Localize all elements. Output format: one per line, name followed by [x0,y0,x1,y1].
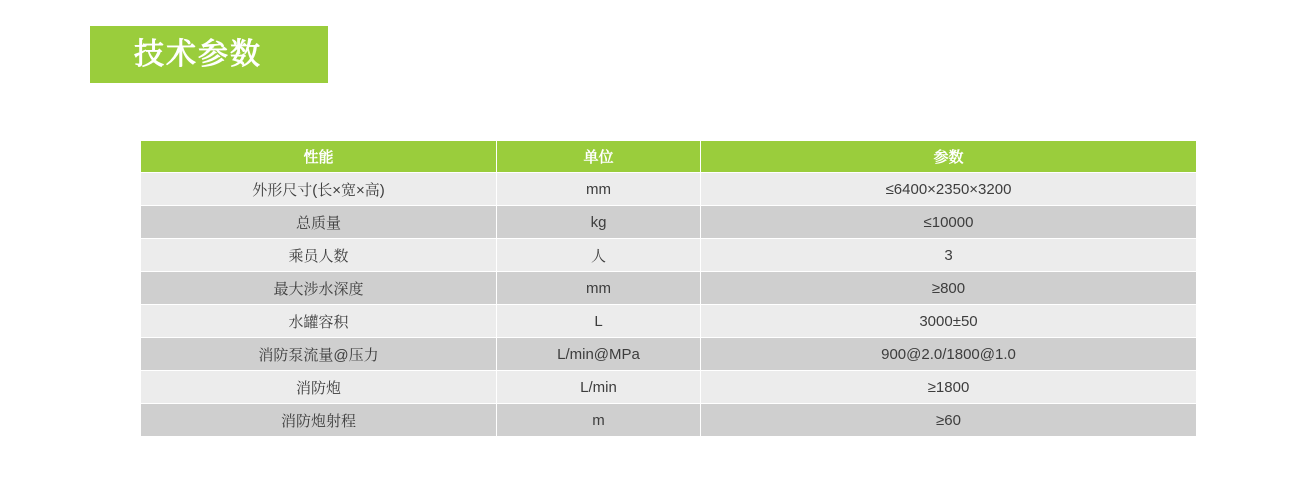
cell-parameter: ≤6400×2350×3200 [701,173,1197,206]
cell-unit: kg [497,206,701,239]
cell-parameter: ≤10000 [701,206,1197,239]
column-header-unit: 单位 [497,141,701,173]
cell-performance: 乘员人数 [141,239,497,272]
cell-performance: 消防泵流量@压力 [141,338,497,371]
table-row [141,206,1197,239]
table-header [141,141,1197,173]
table-row [141,338,1197,371]
cell-unit: m [497,404,701,437]
cell-parameter: ≥1800 [701,371,1197,404]
cell-performance: 水罐容积 [141,305,497,338]
table-row [141,239,1197,272]
table-body [141,173,1197,437]
cell-unit: L [497,305,701,338]
cell-performance: 最大涉水深度 [141,272,497,305]
cell-performance: 外形尺寸(长×宽×高) [141,173,497,206]
column-header-parameter: 参数 [701,141,1197,173]
table-row [141,305,1197,338]
cell-parameter: ≥800 [701,272,1197,305]
cell-parameter: 3 [701,239,1197,272]
cell-parameter: 900@2.0/1800@1.0 [701,338,1197,371]
table-row [141,272,1197,305]
cell-parameter: 3000±50 [701,305,1197,338]
cell-unit: mm [497,173,701,206]
specifications-table [140,141,1197,437]
cell-parameter: ≥60 [701,404,1197,437]
cell-performance: 消防炮射程 [141,404,497,437]
cell-unit: mm [497,272,701,305]
section-title-banner [90,26,328,83]
cell-unit: 人 [497,239,701,272]
table-row [141,404,1197,437]
table-row [141,173,1197,206]
page-title: 技术参数 [134,37,262,71]
table-row [141,371,1197,404]
column-header-performance: 性能 [141,141,497,173]
table-header-row [141,141,1197,173]
cell-performance: 总质量 [141,206,497,239]
cell-unit: L/min [497,371,701,404]
cell-unit: L/min@MPa [497,338,701,371]
cell-performance: 消防炮 [141,371,497,404]
